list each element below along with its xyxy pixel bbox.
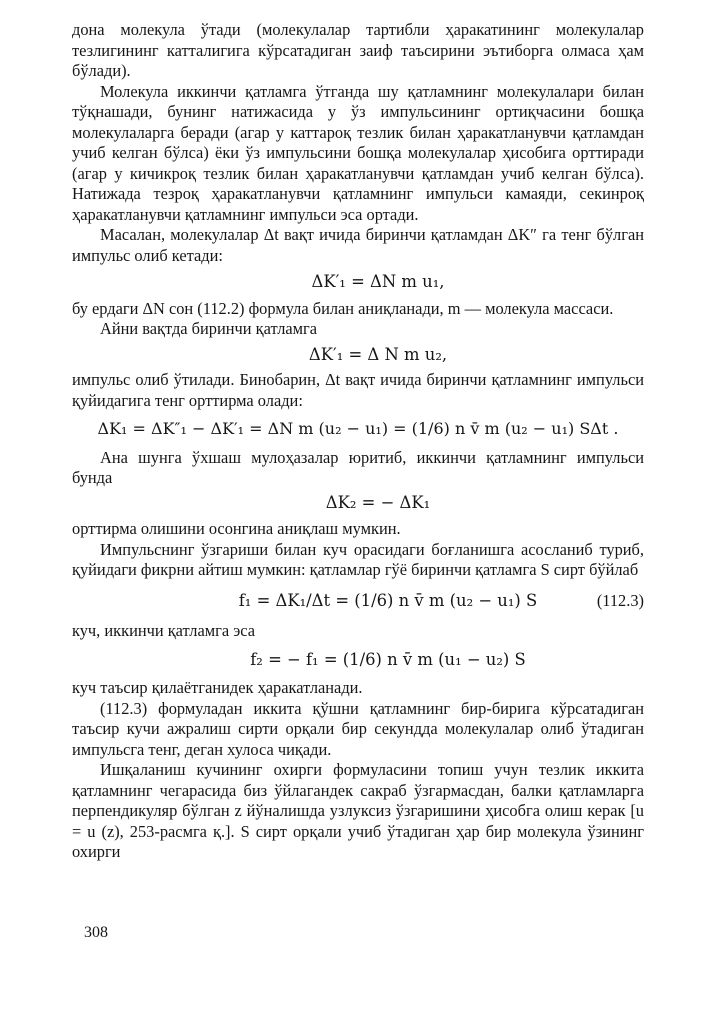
equation-number: (112.3) (596, 590, 644, 610)
formula: ΔK₁ = ΔK″₁ − ΔK′₁ = ΔN m (u₂ − u₁) = (1/6) n v̄ m (u₂ − u₁) SΔt . (97, 419, 619, 438)
paragraph: Ишқаланиш кучининг охирги формуласини топиш учун тезлик иккита қатламнинг чегарасида биз ўйлагандек сакраб ўзгармасдан, балки қатламларга перпендикуляр бўлган z йўналишда узлуксиз ўзгаришини ҳисобга олиш керак [u = u (z), 253-расмга қ.]. S сирт орқали учиб ўтадиган ҳар бир молекула ўзининг охирги (72, 760, 644, 861)
page-number: 308 (84, 924, 108, 941)
formula: f₁ = ΔK₁/Δt = (1/6) n v̄ m (u₂ − u₁) S (238, 590, 538, 610)
formula: f₂ = − f₁ = (1/6) n v̄ m (u₁ − u₂) S (250, 649, 526, 669)
paragraph: орттирма олишини осонгина аниқлаш мумкин. (72, 519, 401, 538)
paragraph: Айни вақтда биринчи қатламга (100, 319, 318, 338)
paragraph: куч, иккинчи қатламга эса (72, 621, 255, 640)
paragraph: дона молекула ўтади (молекулалар тартибли ҳаракатининг молекулалар тезлигининг катталигига кўрсатадиган заиф таъсирини эътиборга олмаса ҳам бўлади). (72, 20, 644, 80)
paragraph: Масалан, молекулалар Δt вақт ичида биринчи қатламдан ΔK″ га тенг бўлган импульс олиб кетади: (72, 225, 644, 265)
paragraph: Импульснинг ўзгариши билан куч орасидаги боғланишга асосланиб туриб, қуйидаги фикрни айтиш мумкин: қатламлар гўё биринчи қатламга S сирт бўйлаб (72, 539, 644, 579)
paragraph: Ана шунга ўхшаш мулоҳазалар юритиб, иккинчи қатламнинг импульси бунда (72, 447, 644, 487)
formula: ΔK′₁ = ΔN m u₁, (311, 272, 445, 291)
paragraph: (112.3) формуладан иккита қўшни қатламнинг бир-бирига кўрсатадиган таъсир кучи ажралиш сирти орқали бир секундда молекулалар олиб ўтадиган импульсга тенг, деган хулоса чиқади. (72, 698, 644, 759)
paragraph: бу ердаги ΔN сон (112.2) формула билан аниқланади, m — молекула массаси. (72, 298, 614, 318)
formula: ΔK₂ = − ΔK₁ (325, 492, 431, 512)
formula-with-number (72, 591, 644, 612)
formula: ΔK′₁ = Δ N m u₂, (308, 344, 448, 364)
paragraph: Молекула иккинчи қатламга ўтганда шу қатламнинг молекулалари билан тўқнашади, бунинг натижасида у ўз импульсининг ортиқчасини бошқа молекулаларга беради (агар у каттароқ тезлик билан ҳаракатланувчи қатламдан учиб келган бўлса) ёки ўз импульсини бошқа молекулалар ҳисобига орттиради (агар у кичикроқ тезлик билан ҳаракатланувчи қатламдан учиб келган бўлса). Натижада тезроқ ҳаракатланувчи қатламнинг импульси камаяди, секинроқ ҳаракатланувчи қатламнинг импульси эса ортади. (72, 81, 644, 224)
paragraph: куч таъсир қилаётганидек ҳаракатланади. (72, 678, 363, 697)
paragraph: импульс олиб ўтилади. Бинобарин, Δt вақт ичида биринчи қатламнинг импульси қуйидагига тенг орттирма олади: (72, 370, 644, 410)
page-body (72, 20, 644, 863)
